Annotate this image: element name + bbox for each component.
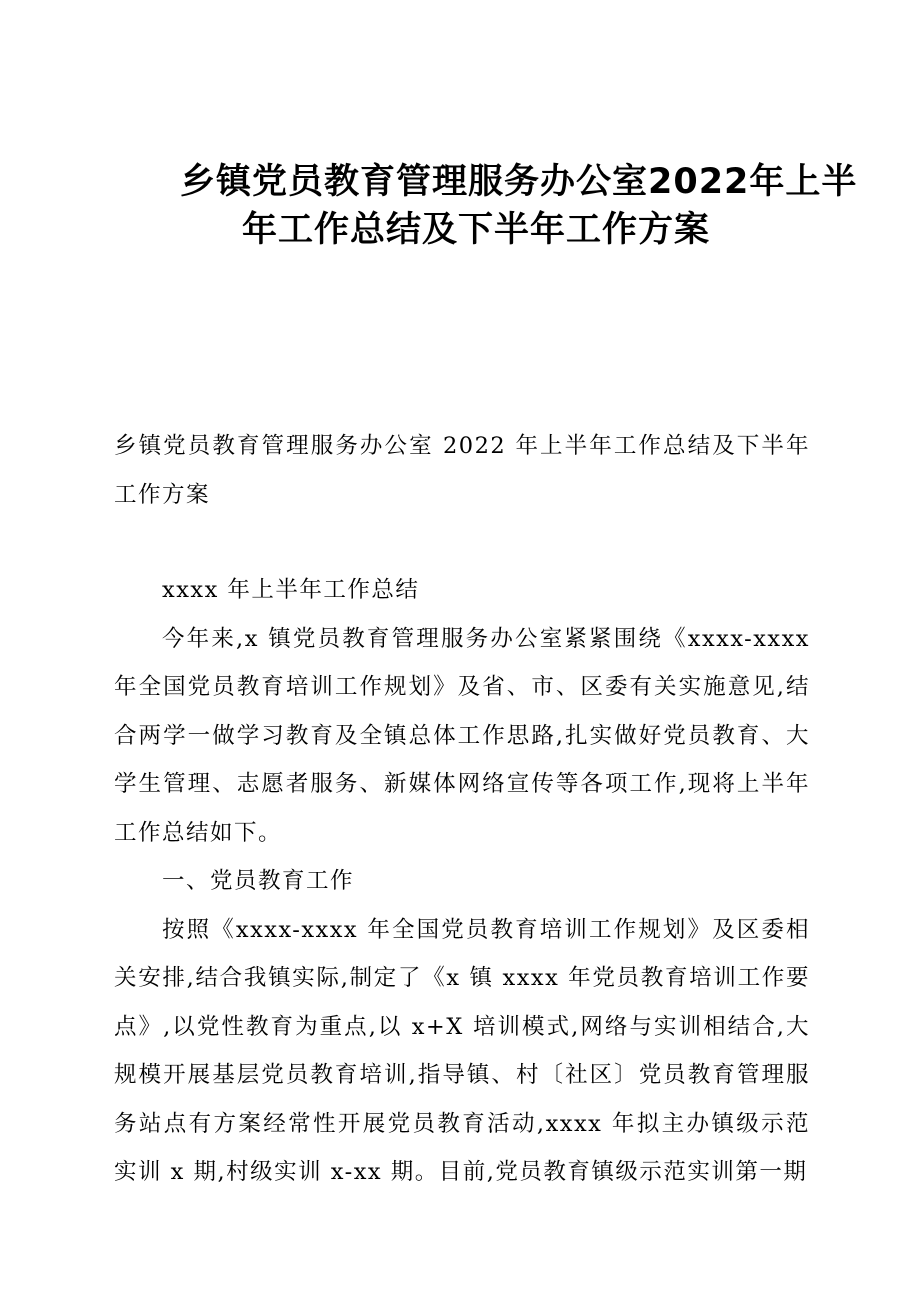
document-title: [150, 158, 858, 254]
document-title-line-2: 年工作总结及下半年工作方案: [242, 210, 711, 250]
body-paragraph-intro: 今年来,x 镇党员教育管理服务办公室紧紧围绕《xxxx-xxxx 年全国党员教育培训工作规划》及省、市、区委有关实施意见,结合两学一做学习教育及全镇总体工作思路,扎实做好党员教育、大学生管理、志愿者服务、新媒体网络宣传等各项工作,现将上半年工作总结如下。: [114, 625, 810, 846]
section-heading-summary: xxxx 年上半年工作总结: [162, 577, 420, 603]
document-title-line-1: 乡镇党员教育管理服务办公室2022年上半: [180, 162, 858, 202]
section-heading-party-education: 一、党员教育工作: [162, 868, 355, 894]
document-body: [114, 566, 810, 1197]
document-subtitle: 乡镇党员教育管理服务办公室 2022 年上半年工作总结及下半年工作方案: [114, 433, 810, 508]
body-paragraph-party-education: 按照《xxxx-xxxx 年全国党员教育培训工作规划》及区委相关安排,结合我镇实际,制定了《x 镇 xxxx 年党员教育培训工作要点》,以党性教育为重点,以 x+X 培训模式,网络与实训相结合,大规模开展基层党员教育培训,指导镇、村〔社区〕党员教育管理服务站点有方案经常性开展党员教育活动,xxxx 年拟主办镇级示范实训 x 期,村级实训 x-xx 期。目前,党员教育镇级示范实训第一期: [114, 916, 810, 1185]
